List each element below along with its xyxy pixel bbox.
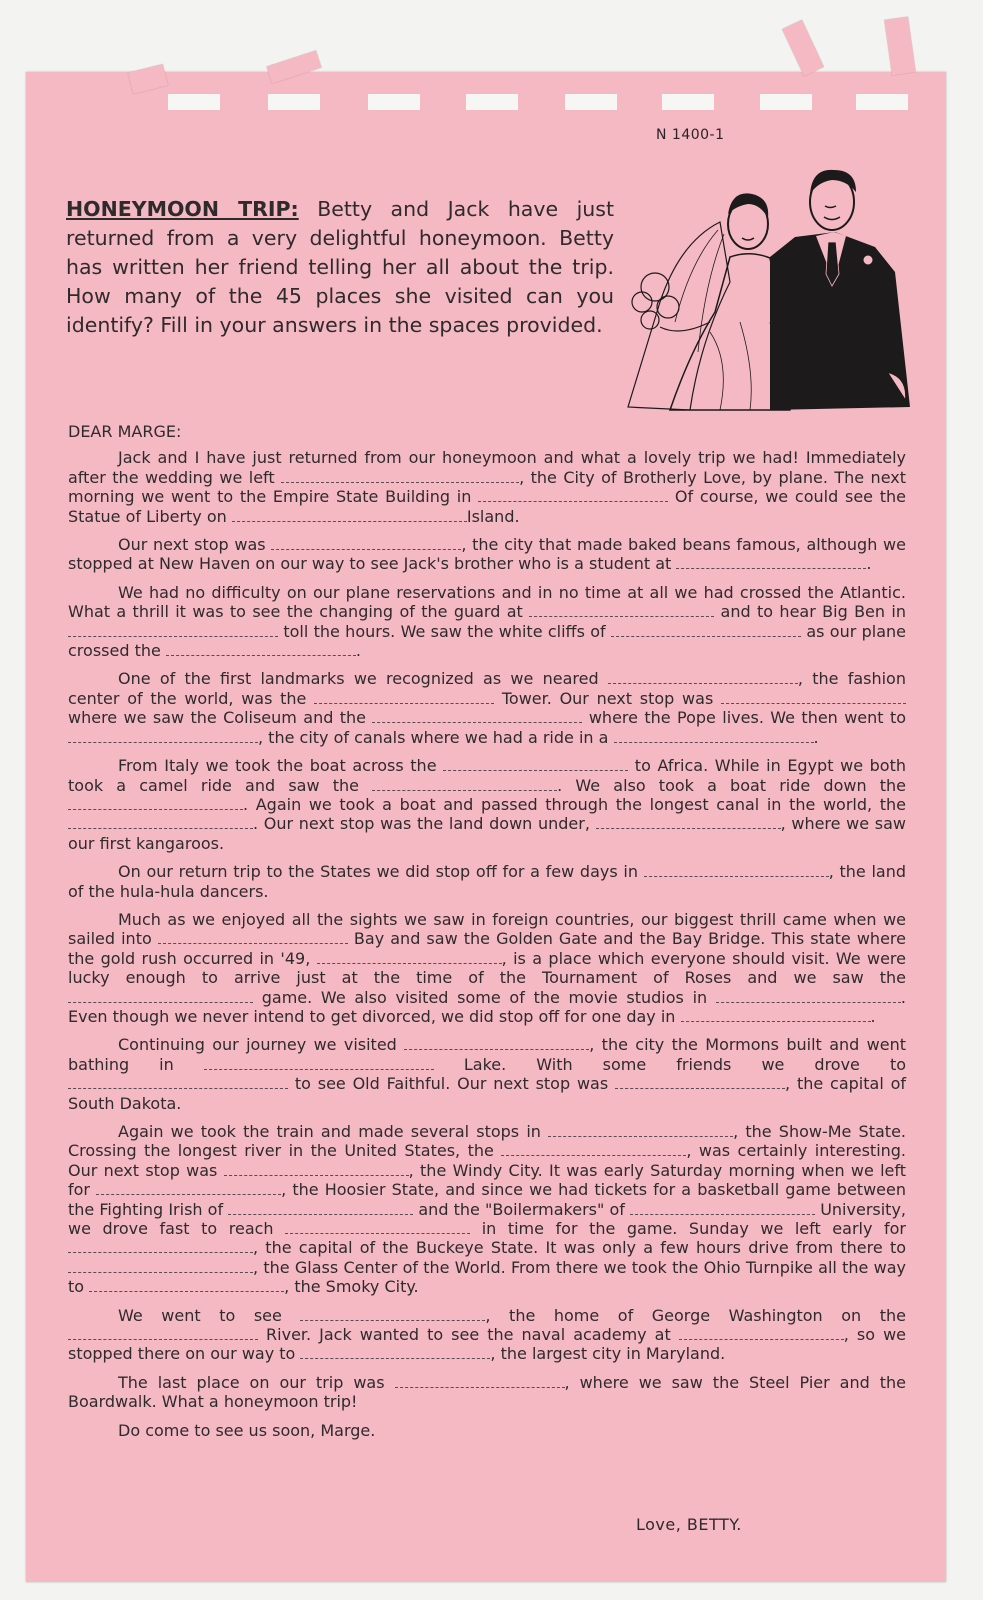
text-run: Again we took the train and made several stops in [118, 1122, 541, 1141]
answer-blank[interactable] [372, 780, 557, 791]
text-run: as our plane crossed the [68, 621, 906, 661]
text-run: and to hear Big Ben in [720, 602, 906, 622]
text-run: , the Smoky City. [284, 1277, 419, 1297]
text-run: . [813, 727, 819, 747]
answer-blank[interactable] [166, 645, 356, 656]
answer-blank[interactable] [68, 732, 258, 743]
text-run: We had no difficulty on our plane reservations and in no time at all we had crossed the Atlantic. What a thrill it was to see the changing of the guard at [68, 582, 906, 622]
text-run: Tower. Our next stop was [501, 688, 714, 708]
letter-body [68, 422, 906, 1440]
answer-blank[interactable] [529, 606, 714, 617]
paragraph-11 [68, 1373, 906, 1412]
text-run: . Our next stop was the land down under, [253, 814, 590, 834]
text-run: We went to see [118, 1305, 282, 1325]
text-run: , the land of the hula-hula dancers. [68, 862, 907, 901]
text-run: , so we stopped there on our way to [68, 1325, 906, 1364]
answer-blank[interactable] [68, 799, 243, 810]
binder-notch [565, 94, 617, 110]
text-run: , was certainly interesting. Our next stop was [68, 1141, 907, 1180]
text-run: The last place on our trip was [118, 1372, 385, 1392]
text-run: Jack and I have just returned from our honeymoon and what a lovely trip we had! Immediately after the wedding we left [68, 448, 906, 487]
text-run: , where we saw the Steel Pier and the Boardwalk. What a honeymoon trip! [68, 1372, 906, 1412]
text-run: , the city the Mormons built and went bathing in [68, 1035, 907, 1074]
answer-blank[interactable] [596, 818, 781, 829]
answer-blank[interactable] [224, 1165, 409, 1176]
text-run: , is a place which everyone should visit. We were lucky enough to arrive just at the time of the Tournament of Roses and we saw the [68, 948, 906, 988]
text-run: From Italy we took the boat across the [118, 756, 437, 776]
paragraph-2 [68, 535, 906, 574]
binder-notch [662, 94, 714, 110]
answer-blank[interactable] [158, 933, 348, 944]
answer-blank[interactable] [232, 511, 467, 522]
text-run: Of course, we could see the Statue of Liberty on [68, 487, 907, 526]
text-run: , the capital of the Buckeye State. It was only a few hours drive from there to [253, 1238, 906, 1258]
text-run: in time for the game. Sunday we left early for [481, 1219, 906, 1239]
answer-blank[interactable] [68, 992, 253, 1003]
paragraph-5 [68, 756, 906, 853]
answer-blank[interactable] [300, 1310, 485, 1321]
text-run: , the fashion center of the world, was the [68, 669, 906, 708]
answer-blank[interactable] [68, 1262, 253, 1273]
answer-blank[interactable] [68, 818, 253, 829]
text-run: , where we saw our first kangaroos. [68, 814, 906, 853]
answer-blank[interactable] [676, 558, 866, 569]
text-run: Island. [466, 506, 520, 526]
binder-notch [760, 94, 812, 110]
text-run: , the city that made baked beans famous, although we stopped at New Haven on our way to see Jack's brother who is a student at [68, 535, 906, 574]
text-run: . Even though we never intend to get divorced, we did stop off for one day in [68, 987, 907, 1026]
answer-blank[interactable] [395, 1377, 565, 1388]
text-run: Bay and saw the Golden Gate and the Bay Bridge. This state where the gold rush occurred in '49, [68, 929, 906, 968]
answer-blank[interactable] [271, 539, 461, 550]
paragraph-7 [68, 910, 906, 1026]
binder-notch [168, 94, 220, 110]
answer-blank[interactable] [228, 1204, 413, 1215]
text-run: One of the first landmarks we recognized as we neared [118, 669, 599, 689]
letter-closing: Do come to see us soon, Marge. [118, 1420, 376, 1440]
text-run: , the Windy City. It was early Saturday morning when we left for [68, 1160, 907, 1200]
answer-blank[interactable] [548, 1126, 733, 1137]
text-run: and the "Boilermakers" of [418, 1199, 625, 1219]
text-run: Our next stop was [118, 535, 266, 555]
answer-blank[interactable] [68, 626, 278, 637]
answer-blank[interactable] [68, 1329, 258, 1340]
text-run: , the Show-Me State. Crossing the longest river in the United States, the [68, 1122, 906, 1161]
torn-tab [782, 20, 824, 76]
intro-heading: HONEYMOON TRIP: [66, 197, 299, 221]
text-run: , the Glass Center of the World. From there we took the Ohio Turnpike all the way to [68, 1257, 906, 1297]
paragraph-3 [68, 583, 906, 661]
text-run: , the City of Brotherly Love, by plane. The next morning we went to the Empire State Building in [68, 467, 906, 507]
text-run: . Again we took a boat and passed through the longest canal in the world, the [243, 794, 906, 814]
form-code: N 1400-1 [656, 127, 725, 143]
text-run: . [870, 1006, 876, 1026]
answer-blank[interactable] [281, 472, 519, 483]
answer-blank[interactable] [681, 1011, 871, 1022]
answer-blank[interactable] [608, 673, 798, 684]
letter-greeting: DEAR MARGE: [68, 422, 182, 441]
text-run: On our return trip to the States we did stop off for a few days in [118, 862, 638, 882]
text-run: where we saw the Coliseum and the [68, 708, 367, 728]
paragraph-4 [68, 669, 906, 747]
answer-blank[interactable] [68, 1078, 288, 1089]
answer-blank[interactable] [317, 953, 502, 964]
answer-blank[interactable] [314, 693, 494, 704]
text-run: . [866, 554, 872, 574]
intro-paragraph [66, 195, 614, 340]
answer-blank[interactable] [679, 1329, 844, 1340]
paragraph-6 [68, 862, 906, 901]
binder-notch [466, 94, 518, 110]
paragraph-8 [68, 1035, 906, 1113]
answer-blank[interactable] [204, 1059, 434, 1070]
answer-blank[interactable] [96, 1184, 281, 1195]
answer-blank[interactable] [372, 712, 582, 723]
paragraph-10 [68, 1306, 906, 1364]
paragraph-1 [68, 448, 906, 526]
answer-blank[interactable] [611, 626, 801, 637]
text-run: Much as we enjoyed all the sights we saw in foreign countries, our biggest thrill came when we sailed into [68, 909, 906, 949]
answer-blank[interactable] [300, 1348, 490, 1359]
text-run: , the capital of South Dakota. [68, 1074, 907, 1113]
bride-and-groom-illustration-icon [620, 162, 916, 412]
binder-notch [368, 94, 420, 110]
text-run: where the Pope lives. We then went to [588, 708, 907, 728]
text-run: , the Hoosier State, and since we had tickets for a basketball game between the Fighting Irish of [68, 1180, 906, 1219]
text-run: River. Jack wanted to see the naval academy at [266, 1325, 671, 1345]
text-run: . [355, 641, 362, 661]
text-run: . We also took a boat ride down the [557, 775, 906, 795]
paragraph-9 [68, 1122, 906, 1297]
answer-blank[interactable] [721, 693, 906, 704]
answer-blank[interactable] [89, 1281, 284, 1292]
answer-blank[interactable] [443, 760, 628, 771]
answer-blank[interactable] [404, 1039, 589, 1050]
answer-blank[interactable] [501, 1145, 686, 1156]
answer-blank[interactable] [716, 992, 901, 1003]
answer-blank[interactable] [68, 1242, 253, 1253]
answer-blank[interactable] [614, 732, 814, 743]
answer-blank[interactable] [285, 1223, 470, 1234]
text-run: , the largest city in Maryland. [490, 1344, 726, 1364]
text-run: University, we drove fast to reach [68, 1199, 906, 1239]
text-run: toll the hours. We saw the white cliffs of [283, 621, 606, 641]
text-run: Continuing our journey we visited [118, 1035, 397, 1055]
text-run: to see Old Faithful. Our next stop was [294, 1074, 609, 1094]
text-run: to Africa. While in Egypt we both took a camel ride and saw the [68, 756, 907, 795]
answer-blank[interactable] [644, 866, 829, 877]
text-run: , the city of canals where we had a ride in a [258, 727, 609, 747]
text-run: game. We also visited some of the movie studios in [261, 987, 708, 1007]
letter-signature: Love, BETTY. [636, 1515, 742, 1534]
answer-blank[interactable] [478, 491, 668, 502]
binder-notch [268, 94, 320, 110]
intro-text: Betty and Jack have just returned from a very delightful honeymoon. Betty has written her friend telling her all about the trip. How many of the 45 places she visited can you identify? Fill in your answers in the spaces provided. [66, 197, 614, 337]
text-run: Lake. With some friends we drove to [463, 1054, 907, 1074]
torn-tab [884, 17, 916, 76]
answer-blank[interactable] [615, 1078, 785, 1089]
binder-notch [856, 94, 908, 110]
answer-blank[interactable] [630, 1204, 815, 1215]
text-run: , the home of George Washington on the [485, 1305, 906, 1325]
